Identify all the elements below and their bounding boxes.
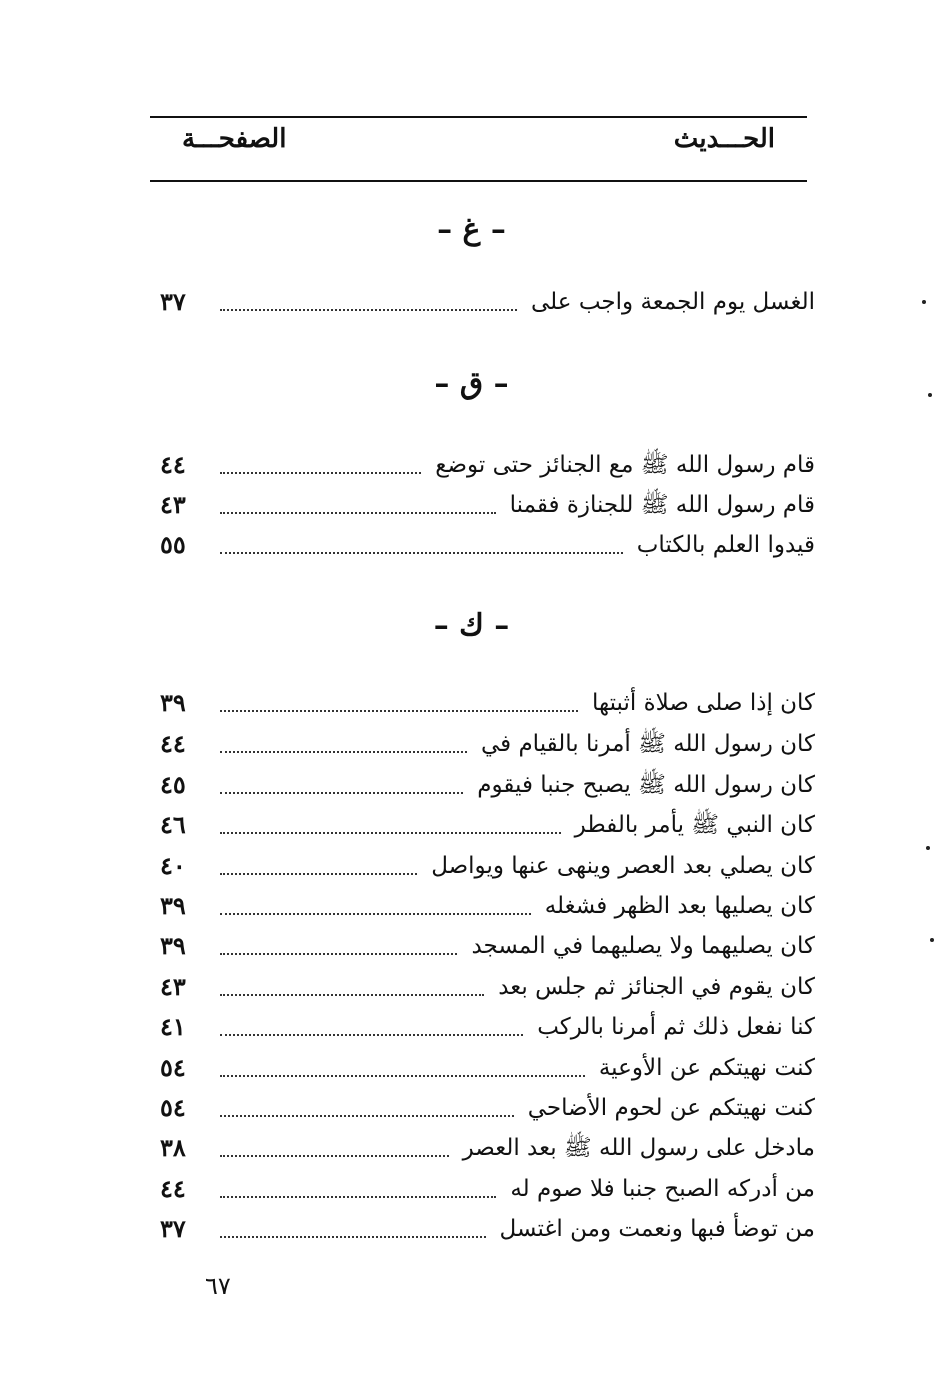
entry-text: كان رسول الله ﷺ أمرنا بالقيام في: [480, 731, 815, 757]
entry-text: قام رسول الله ﷺ للجنازة فقمنا: [509, 492, 815, 518]
leader-dots: [220, 710, 578, 712]
entry-text: كنت نهيتكم عن الأوعية: [598, 1055, 815, 1081]
section-letter-ghain: – غ –: [437, 212, 506, 247]
entry-page-number: ٣٩: [160, 688, 186, 717]
entry-page-number: ٣٨: [160, 1133, 186, 1162]
index-entry: [160, 446, 815, 484]
entry-text: من توضأ فبها ونعمت ومن اغتسل: [499, 1216, 815, 1242]
index-entry: [160, 847, 815, 885]
scan-speck: [922, 300, 926, 304]
entry-page-number: ٣٩: [160, 891, 186, 920]
entry-text: كان يصليها بعد الظهر فشغله: [544, 893, 815, 919]
entry-page-number: ٣٧: [160, 1214, 186, 1243]
entry-page-number: ٣٧: [160, 287, 186, 316]
entry-text: كان يصلي بعد العصر وينهى عنها ويواصل: [431, 853, 815, 879]
index-entry: [160, 526, 815, 564]
index-entry: [160, 1049, 815, 1087]
entry-page-number: ٤٠: [160, 851, 186, 880]
leader-dots: [220, 472, 421, 474]
entry-text: من أدركه الصبح جنبا فلا صوم له: [510, 1176, 815, 1202]
leader-dots: [220, 309, 517, 311]
leader-dots: [220, 1236, 486, 1238]
entry-page-number: ٤٤: [160, 729, 186, 758]
index-entry: [160, 486, 815, 524]
index-entry: [160, 1008, 815, 1046]
leader-dots: [220, 1196, 496, 1198]
entry-text: الغسل يوم الجمعة واجب على: [531, 289, 815, 315]
page-column-heading: الصفحـــة: [182, 124, 287, 154]
index-entry: [160, 1089, 815, 1127]
entry-text: مادخل على رسول الله ﷺ بعد العصر: [462, 1135, 815, 1161]
index-entry: [160, 684, 815, 722]
index-entry: [160, 927, 815, 965]
entry-page-number: ٤٣: [160, 972, 186, 1001]
section-letter-qaf: – ق –: [434, 366, 509, 401]
index-entry: [160, 725, 815, 763]
scan-speck: [926, 846, 930, 850]
entry-text: كان رسول الله ﷺ يصبح جنبا فيقوم: [477, 772, 815, 798]
leader-dots: [220, 552, 623, 554]
entry-text: كان النبي ﷺ يأمر بالفطر: [574, 812, 815, 838]
index-entry: [160, 283, 815, 321]
entry-text: كان إذا صلى صلاة أثبتها: [591, 690, 815, 716]
header-top-rule: [150, 116, 807, 118]
leader-dots: [220, 512, 496, 514]
entry-page-number: ٤٤: [160, 1174, 186, 1203]
leader-dots: [220, 832, 561, 834]
leader-dots: [220, 913, 531, 915]
entry-page-number: ٤٣: [160, 490, 186, 519]
entry-page-number: ٣٩: [160, 931, 186, 960]
index-entry: [160, 806, 815, 844]
leader-dots: [220, 873, 417, 875]
hadith-column-heading: الحـــديث: [673, 124, 775, 154]
index-entry: [160, 1170, 815, 1208]
leader-dots: [220, 1115, 514, 1117]
leader-dots: [220, 1155, 449, 1157]
leader-dots: [220, 953, 457, 955]
entry-page-number: ٤٦: [160, 810, 186, 839]
entry-text: قيدوا العلم بالكتاب: [636, 532, 815, 558]
leader-dots: [220, 792, 463, 794]
leader-dots: [220, 1034, 523, 1036]
page-folio-number: ٦٧: [205, 1272, 231, 1300]
entry-text: كنت نهيتكم عن لحوم الأضاحي: [527, 1095, 815, 1121]
header-bottom-rule: [150, 180, 807, 182]
leader-dots: [220, 1075, 585, 1077]
scan-speck: [930, 938, 934, 942]
entry-page-number: ٥٤: [160, 1093, 186, 1122]
entry-text: كان يصليهما ولا يصليهما في المسجد: [471, 933, 815, 959]
entry-page-number: ٥٥: [160, 530, 186, 559]
entry-page-number: ٤١: [160, 1012, 186, 1041]
index-entry: [160, 1129, 815, 1167]
scan-speck: [928, 393, 932, 397]
entry-text: قام رسول الله ﷺ مع الجنائز حتى توضع: [435, 452, 815, 478]
entry-text: كنا نفعل ذلك ثم أمرنا بالركب: [537, 1014, 815, 1040]
section-letter-kaf: – ك –: [433, 608, 510, 643]
leader-dots: [220, 751, 467, 753]
entry-page-number: ٤٤: [160, 450, 186, 479]
index-entry: [160, 968, 815, 1006]
index-entry: [160, 1210, 815, 1248]
entry-page-number: ٤٥: [160, 770, 186, 799]
leader-dots: [220, 994, 484, 996]
entry-page-number: ٥٤: [160, 1053, 186, 1082]
entry-text: كان يقوم في الجنائز ثم جلس بعد: [498, 974, 815, 1000]
index-entry: [160, 766, 815, 804]
index-entry: [160, 887, 815, 925]
